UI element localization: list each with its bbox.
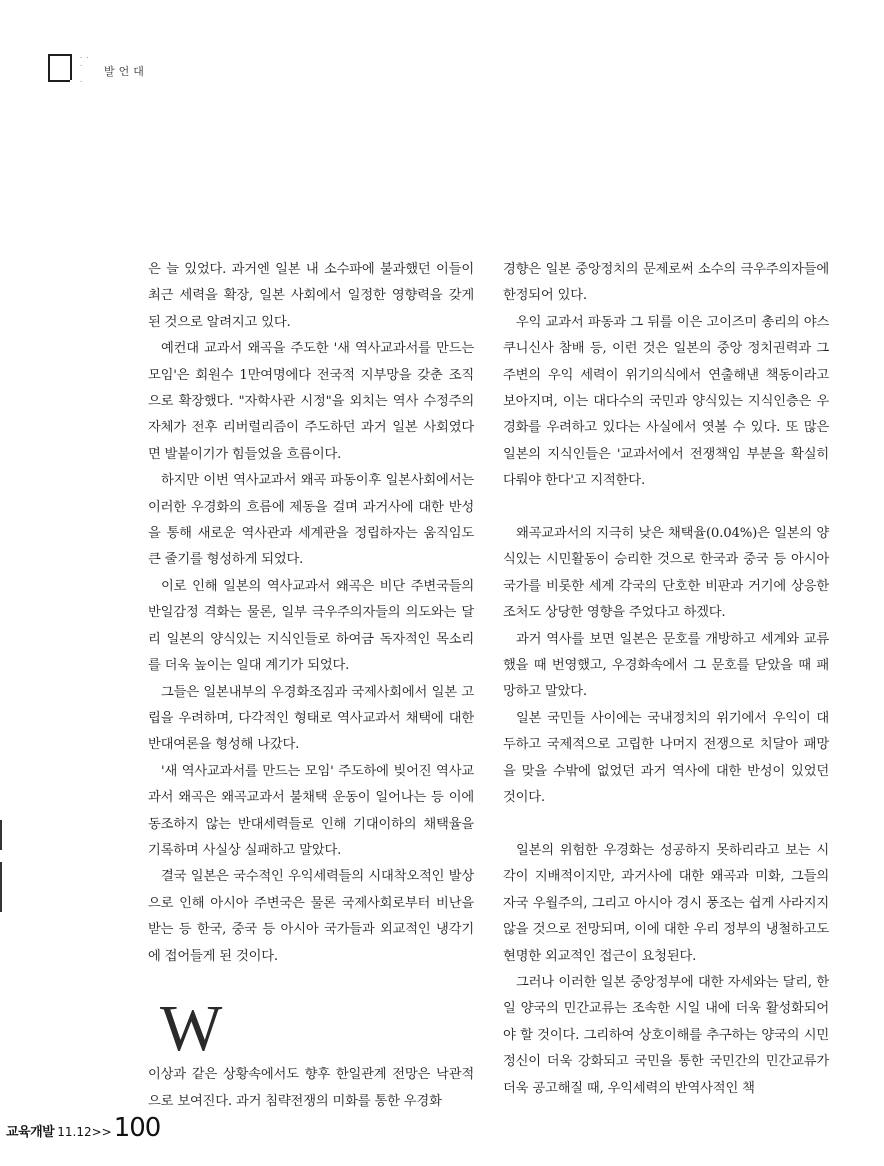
left-column — [148, 257, 474, 1115]
issue-number: 11.12>> — [57, 1125, 112, 1139]
paragraph: 일본 국민들 사이에는 국내정치의 위기에서 우익이 대두하고 국제적으로 고립한 나머지 전쟁으로 치달아 패망을 맞을 수밖에 없었던 과거 역사에 대한 반성이 있었던 것이다. — [503, 710, 829, 806]
edge-mark — [0, 820, 2, 850]
paragraph: 우익 교과서 파동과 그 뒤를 이은 고이즈미 총리의 야스쿠니신사 참배 등, 이런 것은 일본의 중앙 정치권력과 그 주변의 우익 세력이 위기의식에서 연출해낸 책동이라고 보아지며, 이는 대다수의 국민과 양식있는 지식인층은 우경화를 우려하고 있다는 사실에서 엿볼 수 있다. 또 많은 일본의 지식인들은 '교과서에서 전쟁책임 부분을 확실히 다뤄야 한다'고 지적한다. — [503, 314, 829, 489]
magazine-name: 교육개발 — [6, 1125, 55, 1140]
section-mark-icon — [48, 54, 70, 82]
paragraph: 예컨대 교과서 왜곡을 주도한 '새 역사교과서를 만드는 모임'은 회원수 1만여명에다 전국적 지부망을 갖춘 조직으로 확장했다. "자학사관 시정"을 외치는 역사 수정주의 자체가 전후 리버럴리즘이 주도하던 과거 일본 사회였다면 발붙이기가 힘들었을 흐름이다. — [148, 341, 474, 462]
paragraph: '새 역사교과서를 만드는 모임' 주도하에 빚어진 역사교과서 왜곡은 왜곡교과서 불채택 운동이 일어나는 등 이에 동조하지 않는 반대세력들로 인해 기대이하의 채택율을 기록하며 사실상 실패하고 말았다. — [148, 763, 474, 858]
section-label: 발언대 — [104, 65, 148, 78]
page-footer — [6, 1113, 160, 1143]
edge-mark — [0, 862, 2, 912]
paragraph: 과거 역사를 보면 일본은 문호를 개방하고 세계와 교류했을 때 번영했고, 우경화속에서 그 문호를 닫았을 때 패망하고 말았다. — [503, 631, 829, 700]
dropcap-box — [148, 992, 474, 1066]
paragraph: 은 늘 있었다. 과거엔 일본 내 소수파에 불과했던 이들이 최근 세력을 확장, 일본 사회에서 일정한 영향력을 갖게 된 것으로 알려지고 있다. — [148, 262, 474, 330]
paragraph: 하지만 이번 역사교과서 왜곡 파동이후 일본사회에서는 이러한 우경화의 흐름에 제동을 걸며 과거사에 대한 반성을 통해 새로운 역사관과 세계관을 정립하자는 움직임도 큰 줄기를 형성하게 되었다. — [148, 473, 474, 568]
paragraph: 일본의 위험한 우경화는 성공하지 못하리라고 보는 시각이 지배적이지만, 과거사에 대한 왜곡과 미화, 그들의 자국 우월주의, 그리고 아시아 경시 풍조는 쉽게 사라지지 않을 것으로 전망되며, 이에 대한 우리 정부의 냉철하고도 현명한 외교적인 접근이 요청된다. — [503, 842, 829, 964]
paragraph: 경향은 일본 중앙정치의 문제로써 소수의 극우주의자들에 한정되어 있다. — [503, 262, 829, 304]
dropcap-letter: W — [160, 992, 223, 1066]
paragraph: 이상과 같은 상황속에서도 향후 한일관계 전망은 낙관적으로 보여진다. 과거 침략전쟁의 미화를 통한 우경화 — [148, 1067, 474, 1109]
paragraph: 이로 인해 일본의 역사교과서 왜곡은 비단 주변국들의 반일감정 격화는 물론, 일부 극우주의자들의 의도와는 달리 일본의 양식있는 지식인들로 하여금 독자적인 목소리를 더욱 높이는 일대 계기가 되었다. — [148, 578, 474, 674]
paragraph: 그러나 이러한 일본 중앙정부에 대한 자세와는 달리, 한일 양국의 민간교류는 조속한 시일 내에 더욱 활성화되어야 할 것이다. 그리하여 상호이해를 추구하는 양국의 시민정신이 더욱 강화되고 국민을 통한 국민간의 민간교류가 더욱 공고해질 때, 우익세력의 반역사적인 책 — [503, 974, 829, 1096]
page-number: 100 — [113, 1113, 161, 1143]
paragraph: 그들은 일본내부의 우경화조짐과 국제사회에서 일본 고립을 우려하며, 다각적인 형태로 역사교과서 채택에 대한 반대여론을 형성해 나갔다. — [148, 684, 474, 753]
paragraph: 결국 일본은 국수적인 우익세력들의 시대착오적인 발상으로 인해 아시아 주변국은 물론 국제사회로부터 비난을 받는 등 한국, 중국 등 아시아 국가들과 외교적인 냉각기에 접어들게 된 것이다. — [148, 869, 474, 964]
paragraph-spacer — [503, 812, 829, 838]
paragraph-spacer — [503, 495, 829, 521]
right-column — [503, 257, 829, 1102]
decorative-dots: · · · · — [80, 54, 90, 86]
paragraph: 왜곡교과서의 지극히 낮은 채택율(0.04%)은 일본의 양식있는 시민활동이 승리한 것으로 한국과 중국 등 아시아 국가를 비롯한 세계 각국의 단호한 비판과 거기에 상응한 조처도 상당한 영향을 주었다고 하겠다. — [503, 526, 829, 621]
